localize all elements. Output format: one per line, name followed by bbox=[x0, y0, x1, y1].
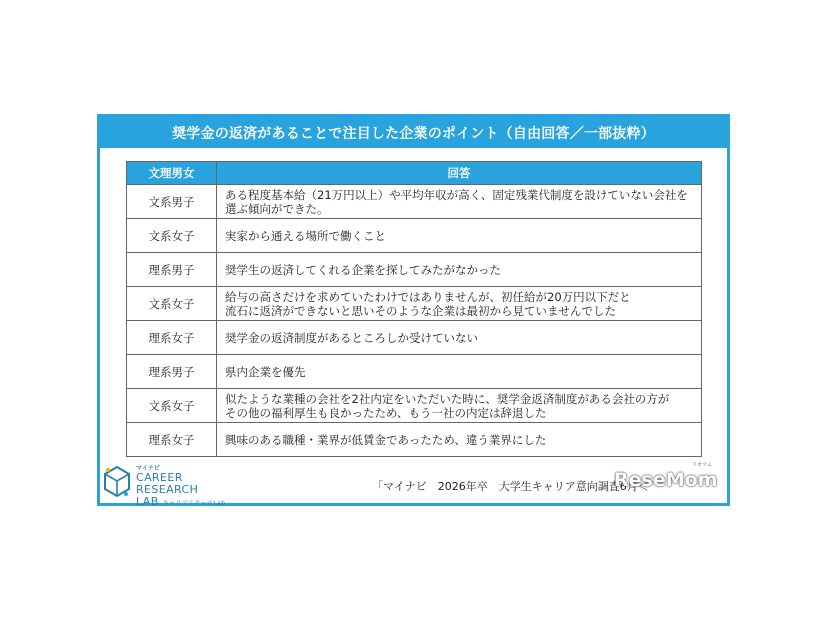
table-row bbox=[127, 423, 702, 457]
career-research-lab-logo bbox=[102, 461, 242, 508]
group-cell: 理系男子 bbox=[127, 253, 217, 287]
group-cell: 文系女子 bbox=[127, 287, 217, 321]
table-row bbox=[127, 355, 702, 389]
header-group: 文理男女 bbox=[127, 162, 217, 185]
group-cell: 理系女子 bbox=[127, 423, 217, 457]
logo-brand: マイナビ bbox=[136, 465, 160, 472]
header-answer: 回答 bbox=[217, 162, 702, 185]
answer-cell: 奨学金の返済制度があるところしか受けていない bbox=[217, 321, 702, 355]
group-cell: 文系女子 bbox=[127, 389, 217, 423]
answer-cell: 奨学生の返済してくれる企業を探してみたがなかった bbox=[217, 253, 702, 287]
resemom-watermark: ReseMom bbox=[614, 469, 718, 491]
answer-cell: 興味のある職種・業界が低賃金であったため、違う業界にした bbox=[217, 423, 702, 457]
table-row bbox=[127, 389, 702, 423]
hexagon-cube-icon bbox=[102, 465, 132, 499]
group-cell: 文系女子 bbox=[127, 219, 217, 253]
table-row bbox=[127, 253, 702, 287]
answer-cell: 実家から通える場所で働くこと bbox=[217, 219, 702, 253]
logo-title: CAREER RESEARCH bbox=[136, 471, 199, 496]
watermark-ruby: リセマム bbox=[692, 462, 712, 468]
table-row bbox=[127, 219, 702, 253]
table-row bbox=[127, 287, 702, 321]
card-title: 奨学金の返済があることで注目した企業のポイント（自由回答／一部抜粋） bbox=[100, 117, 727, 148]
survey-card bbox=[97, 114, 730, 506]
logo-title-2: LAB キャリアリサーチLab bbox=[136, 495, 226, 508]
answer-cell: ある程度基本給（21万円以上）や平均年収が高く、固定残業代制度を設けていない会社を 選ぶ傾向ができた。 bbox=[217, 185, 702, 219]
table-row bbox=[127, 185, 702, 219]
answer-cell: 給与の高さだけを求めていたわけではありませんが、初任給が20万円以下だと 流石に返済ができないと思いそのような企業は最初から見ていませんでした bbox=[217, 287, 702, 321]
group-cell: 文系男子 bbox=[127, 185, 217, 219]
group-cell: 理系女子 bbox=[127, 321, 217, 355]
answers-table bbox=[126, 161, 702, 457]
table-row bbox=[127, 321, 702, 355]
group-cell: 理系男子 bbox=[127, 355, 217, 389]
answer-cell: 似たような業種の会社を2社内定をいただいた時に、奨学金返済制度がある会社の方が その他の福利厚生も良かったため、もう一社の内定は辞退した bbox=[217, 389, 702, 423]
answer-cell: 県内企業を優先 bbox=[217, 355, 702, 389]
source-note: 「マイナビ 2026年卒 大学生キャリア意向調査6月＜ bbox=[372, 480, 649, 493]
